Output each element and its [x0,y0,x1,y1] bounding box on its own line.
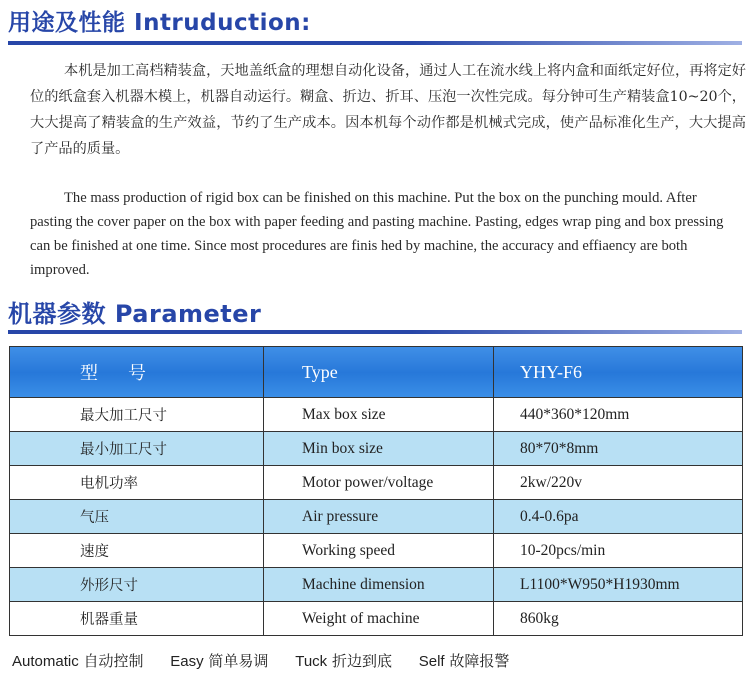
row-value: L1100*W950*H1930mm [494,568,743,602]
row-value: 0.4-0.6pa [494,500,743,534]
feature-zh: 自动控制 [83,652,144,670]
table-row [10,568,743,602]
row-en: Max box size [264,398,494,432]
row-value: 2kw/220v [494,466,743,500]
intro-paragraph-en: The mass production of rigid box can be finished on this machine. Put the box on the punching mould. After pasting the cover paper on the box with paper feeding and pasting machine. Pasting, edges wrap ping and box pressing can be finished at one time. Since most procedures are finis hed by machine, the accuracy and effiaency are both improved. [30,190,724,278]
table-row [10,398,743,432]
feature-en: Tuck [295,653,328,670]
row-zh: 最大加工尺寸 [10,398,264,432]
feature-zh: 故障报警 [449,652,510,670]
feature-en: Automatic [12,653,79,670]
feature-list [12,650,742,671]
row-en: Motor power/voltage [264,466,494,500]
table-row [10,534,743,568]
row-en: Machine dimension [264,568,494,602]
header-zh: 型号 [10,347,264,398]
row-value: 80*70*8mm [494,432,743,466]
feature-en: Easy [170,653,204,670]
header-value: YHY-F6 [494,347,743,398]
parameter-table [9,346,743,636]
feature-en: Self [418,653,445,670]
row-value: 440*360*120mm [494,398,743,432]
parameter-heading: 机器参数 Parameter [8,300,262,328]
table-row [10,602,743,636]
row-en: Weight of machine [264,602,494,636]
feature-zh: 简单易调 [208,652,269,670]
table-row [10,466,743,500]
feature-zh: 折边到底 [331,652,392,670]
row-zh: 外形尺寸 [10,568,264,602]
row-en: Working speed [264,534,494,568]
table-header-row [10,347,743,398]
row-zh: 电机功率 [10,466,264,500]
intro-paragraph-zh: 本机是加工高档精装盒，天地盖纸盒的理想自动化设备，通过人工在流水线上将内盒和面纸定好位，再将定好位的纸盒套入机器木模上，机器自动运行。糊盒、折边、折耳、压泡一次性完成。每分钟可生产精装盒10~20个，大大提高了精装盒的生产效益，节约了生产成本。因本机每个动作都是机械式完成，使产品标准化生产，大大提高了产品的质量。 [30,63,746,157]
intro-heading-rule [8,41,742,45]
row-en: Air pressure [264,500,494,534]
row-value: 860kg [494,602,743,636]
row-zh: 速度 [10,534,264,568]
header-en: Type [264,347,494,398]
row-zh: 机器重量 [10,602,264,636]
row-value: 10-20pcs/min [494,534,743,568]
row-zh: 气压 [10,500,264,534]
table-row [10,500,743,534]
parameter-heading-rule [8,330,742,334]
row-en: Min box size [264,432,494,466]
intro-heading: 用途及性能 Intruduction: [8,10,311,36]
row-zh: 最小加工尺寸 [10,432,264,466]
table-row [10,432,743,466]
